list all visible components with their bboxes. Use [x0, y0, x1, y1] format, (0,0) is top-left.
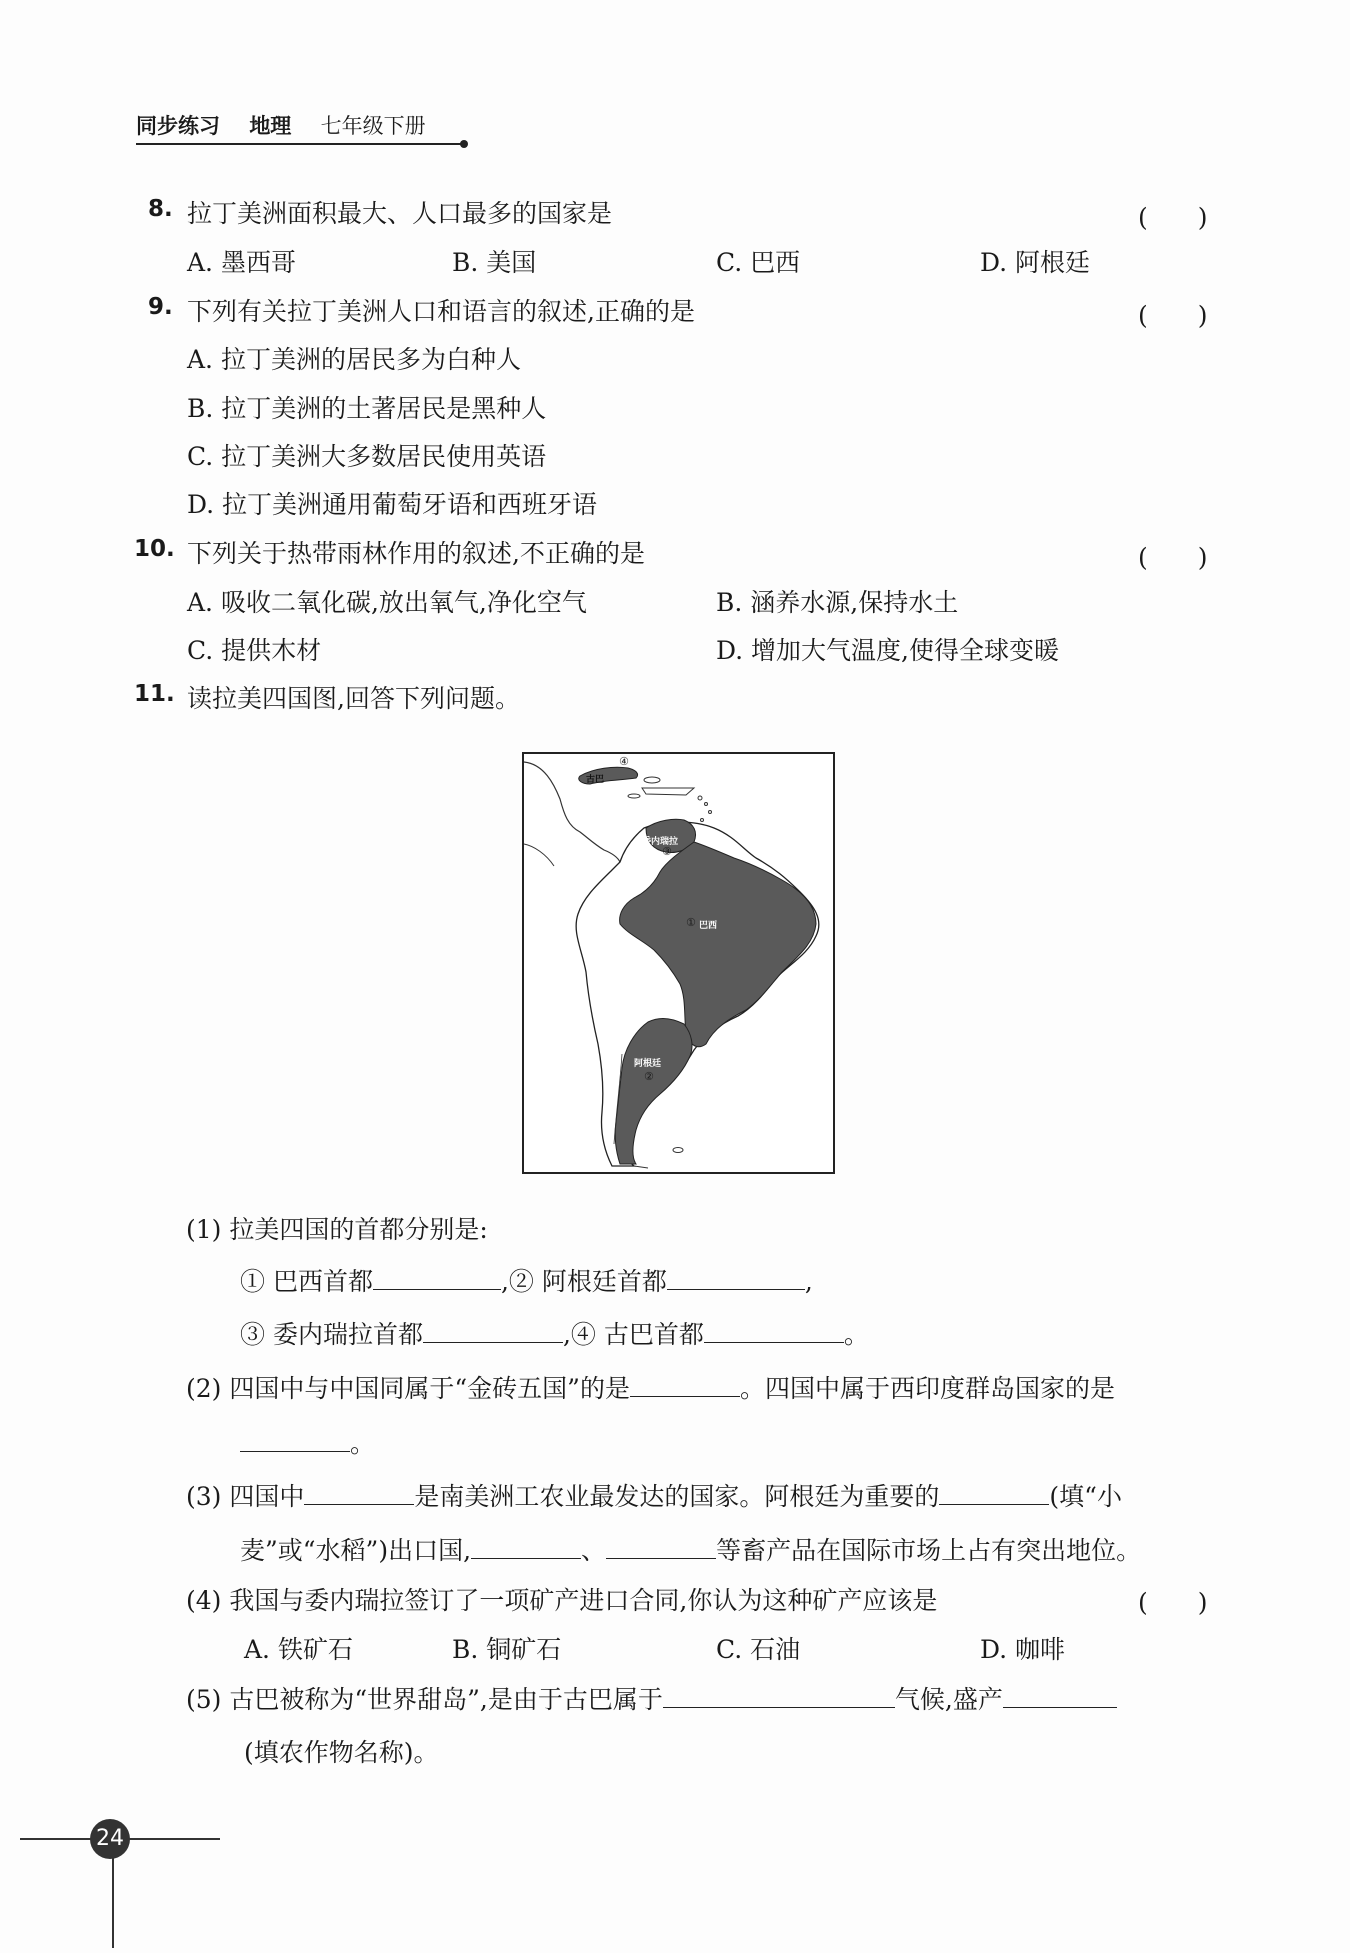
footer-vertical-rule: [112, 1858, 114, 1948]
q10-number: 10.: [134, 536, 175, 562]
q9-option-d: D. 拉丁美洲通用葡萄牙语和西班牙语: [187, 490, 598, 519]
header-series: 同步练习: [136, 114, 220, 138]
s1-line: [186, 1210, 488, 1246]
s2-line-2: [240, 1424, 375, 1460]
s1-cuba-capital-label: ,④ 古巴首都: [562, 1320, 704, 1349]
map-label-brazil: 巴西: [699, 921, 718, 931]
s4-label: (4): [186, 1586, 222, 1615]
q9-option-a: A. 拉丁美洲的居民多为白种人: [187, 345, 521, 374]
s2-text-c: 。: [350, 1429, 376, 1458]
hispaniola: [642, 788, 694, 795]
s2-line: [186, 1369, 1115, 1405]
q8-option-a: A. 墨西哥: [187, 248, 296, 277]
s3-text-a: 四国中: [229, 1482, 305, 1511]
s3-line-2: [240, 1531, 1141, 1567]
s5-label: (5): [186, 1685, 222, 1714]
q10-stem: 下列关于热带雨林作用的叙述,不正确的是: [187, 539, 645, 568]
s4-text: 我国与委内瑞拉签订了一项矿产进口合同,你认为这种矿产应该是: [229, 1586, 938, 1615]
brics-country-blank[interactable]: [630, 1374, 740, 1397]
q8-answer-paren: ( ): [1138, 203, 1208, 232]
map-marker-4: ④: [619, 755, 629, 768]
island: [698, 796, 702, 800]
map-marker-2: ②: [644, 1070, 654, 1083]
crop-name-blank[interactable]: [1003, 1685, 1117, 1708]
falkland-islands: [673, 1148, 683, 1153]
q8-option-d: D. 阿根廷: [980, 248, 1091, 277]
s4-answer-paren: ( ): [1138, 1588, 1208, 1617]
s3-label: (3): [186, 1482, 222, 1511]
argentina-capital-blank[interactable]: [667, 1267, 805, 1290]
s3-text-e: 、: [581, 1536, 607, 1565]
header-grade: 七年级下册: [320, 114, 426, 138]
s3-text-f: 等畜产品在国际市场上占有突出地位。: [716, 1536, 1142, 1565]
q10-option-d: D. 增加大气温度,使得全球变暖: [716, 636, 1059, 665]
s1-comma: ,: [804, 1267, 813, 1296]
q8-option-c: C. 巴西: [716, 248, 801, 277]
s1-brazil-capital-label: ① 巴西首都: [240, 1267, 373, 1296]
west-indies-country-blank[interactable]: [240, 1429, 350, 1452]
developed-country-blank[interactable]: [304, 1482, 414, 1505]
venezuela-capital-blank[interactable]: [423, 1320, 563, 1343]
q9-option-c: C. 拉丁美洲大多数居民使用英语: [187, 442, 547, 471]
island: [644, 777, 660, 783]
s5-line: [186, 1680, 1117, 1716]
island: [701, 819, 704, 822]
q11-number: 11.: [134, 681, 175, 707]
livestock-product-blank-1[interactable]: [471, 1536, 581, 1559]
q11-stem: 读拉美四国图,回答下列问题。: [187, 684, 520, 713]
tierra-del-fuego: [634, 1166, 648, 1168]
island: [709, 811, 712, 814]
q10-option-c: C. 提供木材: [187, 636, 322, 665]
header-subject: 地理: [249, 114, 292, 138]
map-label-cuba: 古巴: [586, 775, 605, 785]
cuba-capital-blank[interactable]: [704, 1320, 844, 1343]
map-label-venezuela: 委内瑞拉: [642, 837, 679, 847]
s5-text-a: 古巴被称为“世界甜岛”,是由于古巴属于: [229, 1685, 663, 1714]
q8-option-b: B. 美国: [452, 248, 537, 277]
s1-line-3: [240, 1315, 869, 1351]
header-rule: [136, 143, 464, 145]
s4-option-c: C. 石油: [716, 1635, 801, 1664]
q9-option-b: B. 拉丁美洲的土著居民是黑种人: [187, 394, 547, 423]
livestock-product-blank-2[interactable]: [606, 1536, 716, 1559]
s2-text-a: 四国中与中国同属于“金砖五国”的是: [229, 1374, 630, 1403]
s4-option-a: A. 铁矿石: [244, 1635, 353, 1664]
s3-line: [186, 1477, 1122, 1513]
s4-line: [186, 1581, 937, 1617]
map-marker-1: ①: [686, 916, 696, 929]
climate-type-blank[interactable]: [663, 1685, 895, 1708]
s3-text-c: (填“小: [1049, 1482, 1122, 1511]
latin-america-map: [522, 752, 835, 1174]
q8-stem: 拉丁美洲面积最大、人口最多的国家是: [187, 199, 613, 228]
island: [705, 803, 708, 806]
s1-text: 拉美四国的首都分别是:: [229, 1215, 488, 1244]
s1-venezuela-capital-label: ③ 委内瑞拉首都: [240, 1320, 423, 1349]
s1-line-2: [240, 1262, 813, 1298]
q10-answer-paren: ( ): [1138, 543, 1208, 572]
map-label-argentina: 阿根廷: [634, 1059, 662, 1069]
q9-number: 9.: [148, 294, 173, 320]
brazil-capital-blank[interactable]: [373, 1267, 501, 1290]
s4-option-b: B. 铜矿石: [452, 1635, 562, 1664]
q9-stem: 下列有关拉丁美洲人口和语言的叙述,正确的是: [187, 297, 695, 326]
s2-label: (2): [186, 1374, 222, 1403]
page-number: 24: [90, 1819, 130, 1859]
s2-text-b: 。四国中属于西印度群岛国家的是: [739, 1374, 1115, 1403]
s3-text-d: 麦”或“水稻”)出口国,: [240, 1536, 472, 1565]
header-rule-dot: [460, 140, 468, 148]
s4-option-d: D. 咖啡: [980, 1635, 1066, 1664]
export-crop-blank[interactable]: [939, 1482, 1049, 1505]
running-header: [136, 110, 448, 140]
q8-number: 8.: [148, 196, 173, 222]
mexico-coast: [524, 844, 554, 866]
island: [628, 794, 640, 798]
q9-answer-paren: ( ): [1138, 301, 1208, 330]
map-drawing: [524, 754, 833, 1172]
s1-argentina-capital-label: ,② 阿根廷首都: [500, 1267, 667, 1296]
q10-option-a: A. 吸收二氧化碳,放出氧气,净化空气: [187, 588, 587, 617]
s3-text-b: 是南美洲工农业最发达的国家。阿根廷为重要的: [414, 1482, 940, 1511]
q10-option-b: B. 涵养水源,保持水土: [716, 588, 959, 617]
s1-label: (1): [186, 1215, 222, 1244]
s5-text-c: (填农作物名称)。: [244, 1738, 439, 1767]
map-marker-3: ③: [662, 845, 672, 858]
s1-period: 。: [843, 1320, 869, 1349]
s5-text-b: 气候,盛产: [894, 1685, 1003, 1714]
